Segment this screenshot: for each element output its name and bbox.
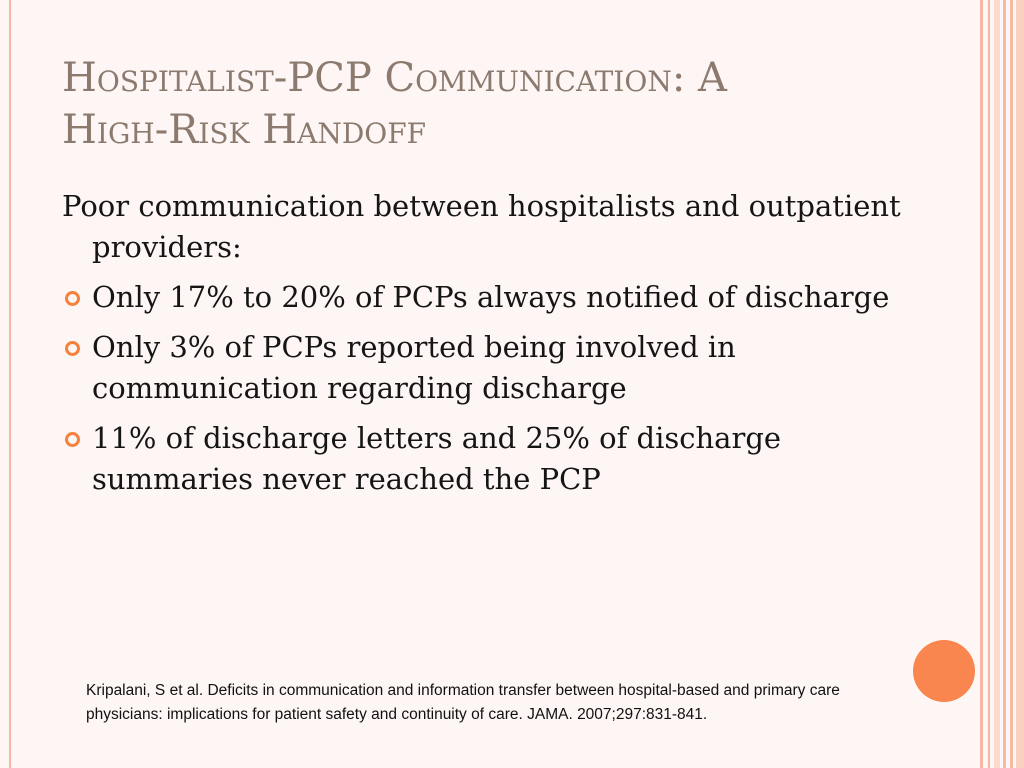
citation-text: Kripalani, S et al. Deficits in communication and information transfer between hospital-based and primary care physicians: implications for patient safety and continuity of care. JAMA. 2007;297:831-841. [86,682,840,723]
bullet-text: 11% of discharge letters and 25% of discharge summaries never reached the PCP [92,421,782,496]
right-stripe [1016,0,1024,768]
bullet-item [62,277,942,318]
circle-bullet-icon [65,341,80,356]
intro-text: Poor communication between hospitalists and outpatient providers: [62,189,901,264]
left-frame-line [9,0,11,768]
circle-bullet-icon [65,432,80,447]
orange-circle-icon [913,640,975,702]
right-stripe [980,0,983,768]
bullet-text: Only 17% to 20% of PCPs always notified of discharge [92,280,890,314]
slide-title-line-1: Hospitalist-PCP Communication: A [62,55,727,101]
bullet-item [62,327,942,409]
right-stripe [1010,0,1013,768]
slide-body [62,186,942,509]
right-stripe [988,0,990,768]
circle-bullet-icon [65,291,80,306]
right-stripe [994,0,1000,768]
slide-title-line-2: High-Risk Handoff [62,107,427,153]
slide-title [62,52,962,156]
bullet-text: Only 3% of PCPs reported being involved in communication regarding discharge [92,330,736,405]
right-stripe [1003,0,1006,768]
bullet-item [62,418,942,500]
